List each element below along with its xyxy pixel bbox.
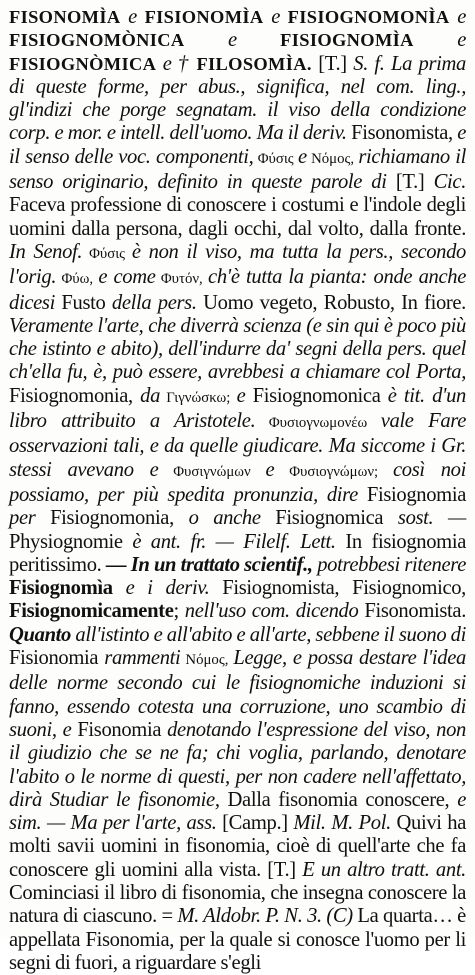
- roman-run: [T.]: [386, 171, 434, 194]
- italic-run: è ant. fr. — Filelf. Lett.: [132, 530, 336, 553]
- roman-run: In fisiognomia peritissimo.: [9, 530, 466, 576]
- italic-run: potrebbesi ritenere: [312, 553, 466, 576]
- roman-run: Fisonomista.: [358, 600, 466, 623]
- italic-run: per: [9, 507, 36, 530]
- italic-run: e: [413, 29, 467, 52]
- bold-italic-run: Quanto: [9, 623, 71, 646]
- roman-run: Quivi ha molti savii uomini in fisonomia, cioè di quell'arte che fa conoscere gli uomini alla vista. [T.]: [9, 812, 466, 881]
- italic-run: e: [236, 384, 246, 407]
- headword-variant: FISONOMÌA: [9, 7, 121, 27]
- roman-run: Fisonomista,: [346, 122, 458, 145]
- italic-run: e: [263, 6, 288, 28]
- italic-run: In Senof.: [9, 240, 83, 263]
- greek-word: Φυσιγνώμων: [158, 463, 266, 480]
- roman-run: ;: [173, 600, 185, 623]
- roman-run: [Camp.]: [216, 812, 294, 835]
- italic-run: e i deriv.: [112, 577, 210, 600]
- greek-word: Φύω,: [56, 271, 99, 288]
- roman-run: Fisiognomonia,: [35, 507, 189, 530]
- italic-run: e sim. — Ma per l'arte, ass.: [9, 788, 466, 835]
- roman-run: Fisiognomica: [260, 507, 398, 530]
- headword-variant: FILOSOMÌA.: [196, 53, 312, 74]
- greek-word: Φυσιογνωμονέω: [255, 415, 381, 432]
- headword-variant: FISIOGNOMÒNICA: [9, 30, 185, 51]
- italic-run: M. Aldobr. P. N. 3. (C): [177, 905, 353, 928]
- italic-run: Mil. M. Pol.: [293, 812, 391, 835]
- italic-run: e come: [98, 266, 156, 289]
- italic-run: richiamano il senso originario, definito in queste parole di: [9, 145, 467, 194]
- roman-run: Faceva professione di conoscere i costumi e l'indole degli uomini dalla persona, dagli occhi, dal volto, dalla fronte.: [9, 194, 466, 240]
- italic-run: e: [184, 29, 281, 52]
- italic-run: Cic.: [433, 171, 466, 194]
- headword-variant: FISIOGNOMONÌA: [287, 7, 450, 27]
- roman-run: Fusto: [54, 291, 112, 314]
- greek-word: Φύσις: [82, 245, 132, 262]
- roman-run: Fisonomia: [71, 718, 168, 741]
- greek-word: Νόμος,: [306, 150, 359, 167]
- italic-run: rammenti: [104, 647, 181, 670]
- roman-run: Physiognomie: [9, 530, 133, 553]
- italic-run: e: [297, 145, 307, 168]
- greek-word: Φύσις: [253, 150, 298, 167]
- italic-run: e il senso delle voc. componenti,: [9, 122, 467, 168]
- italic-run: denotando l'espressione del viso, non il giudizio che se ne fa; chi voglia, parlando, denotare l'abito o le norme di questi, per non cadere nell'affettato, dirà Studiar le fisonomie,: [9, 718, 466, 811]
- italic-run: è non il viso, ma tutta la pers., secondo l'orig.: [9, 240, 467, 289]
- greek-word: Γιγνώσκω;: [160, 389, 237, 406]
- italic-run: della pers.: [111, 291, 197, 314]
- roman-run: Cominciasi il libro di fisonomia, che insegna conoscere la natura di ciascuno. =: [9, 881, 466, 928]
- italic-run: E un altro tratt. ant.: [302, 858, 466, 881]
- roman-run: Fisionomia: [9, 647, 105, 670]
- italic-run: e: [449, 6, 467, 28]
- italic-run: Veramente l'arte, che diverrà scienza (e sin qui è poco più che istinto e abito), dell'indurre da' segni della pers. quel ch'ella fu, è, può essere, avrebbesi a chiamare col Porta,: [9, 314, 466, 384]
- headword-variant: FISIONOMÌA: [144, 7, 264, 27]
- bold-italic-run: — In un trattato scientif.,: [105, 553, 313, 576]
- headword-variant: FISIOGNOMÌA: [280, 30, 414, 51]
- italic-run: da: [140, 384, 161, 407]
- roman-run: Uomo vegeto, Robusto, In fiore.: [196, 291, 466, 314]
- italic-run: o anche: [188, 507, 261, 530]
- italic-run: nell'uso com. dicendo: [184, 600, 359, 623]
- italic-run: Legge, e possa destare l'idea delle norme secondo cui le fisiognomiche induzioni si fanno, essendo cotesta una corruzione, uno scambio di suoni, e: [9, 647, 466, 741]
- italic-run: sost. —: [397, 507, 466, 530]
- italic-run: e: [120, 6, 145, 28]
- greek-word: Νόμος,: [180, 652, 234, 669]
- bold-run: Fisiognomìa: [9, 577, 113, 600]
- italic-run: e †: [156, 52, 197, 75]
- italic-run: e: [265, 458, 275, 481]
- italic-run: ch'è tutta la pianta: onde anche dicesi: [9, 266, 466, 314]
- italic-run: è tit. d'un libro attribuito a Aristotele.: [9, 384, 466, 433]
- roman-run: Fisiognomonica: [245, 384, 388, 407]
- italic-run: vale Fare osservazioni tali, e da quelle giudicare. Ma siccome i Gr. stessi avevano e: [9, 410, 466, 481]
- bold-run: Fisiognomicamente: [9, 600, 174, 623]
- roman-run: Fisiognomista, Fisiognomico,: [209, 577, 466, 600]
- headword-variant: FISIOGNÒMICA: [9, 53, 157, 74]
- roman-run: Fisiognomonia,: [9, 384, 141, 407]
- roman-run: [T.]: [311, 52, 354, 75]
- roman-run: Dalla fisonomia conoscere,: [219, 788, 458, 811]
- greek-word: Φυτόν,: [155, 271, 209, 288]
- italic-run: all'istinto e all'abito e all'arte, sebbene il suono di: [71, 623, 466, 646]
- italic-run: S. f. La prima di queste forme, per abus., significa, nel com. ling., gl'indizi che porge segnatam. il viso della condizione corp. e mor. e intell. dell'uomo. Ma il deriv.: [9, 52, 466, 145]
- roman-run: La quarta… è appellata Fisonomia, per la quale si conosce l'uomo per li segni di fuori, a riguardare s'egli: [9, 905, 466, 974]
- greek-word: Φυσιογνώμων;: [274, 463, 393, 480]
- italic-run: così noi possiamo, per più spedita pronunzia, dire: [9, 458, 466, 506]
- roman-run: Fisiognomia: [357, 483, 466, 506]
- dictionary-entry-fisonomia: [9, 6, 466, 975]
